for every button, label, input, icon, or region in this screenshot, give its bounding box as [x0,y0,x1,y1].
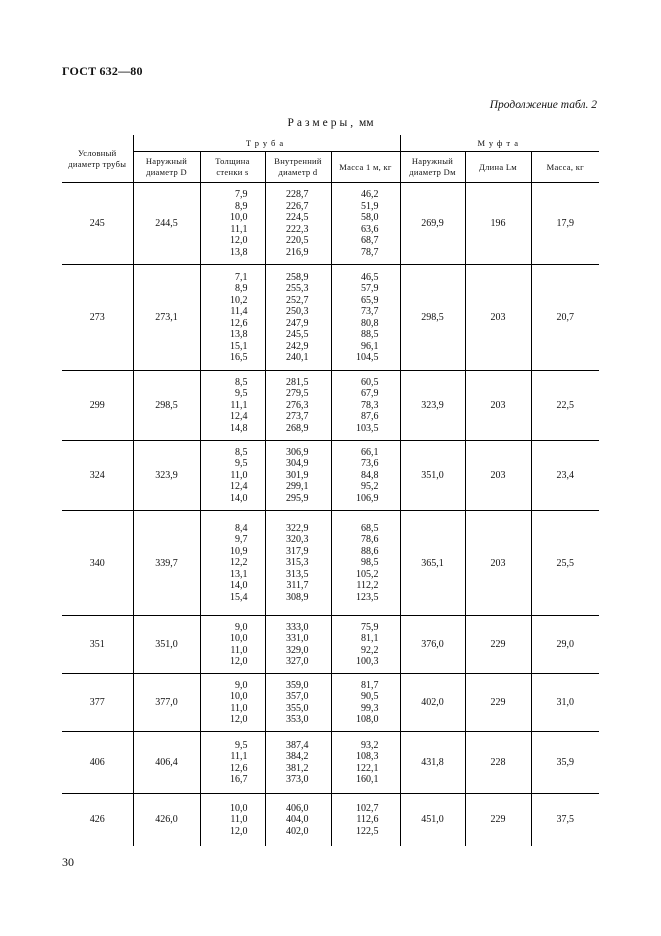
cell-value: 317,9 [286,545,309,557]
cell-mass-per-meter [331,794,400,846]
cell-coupling-length: 203 [465,265,531,371]
cell-value: 308,9 [286,591,309,603]
cell-coupling-length: 228 [465,732,531,794]
dimensions-unit: мм [358,117,374,129]
cell-coupling-length: 229 [465,674,531,732]
cell-value: 304,9 [286,458,309,470]
cell-outer-diameter: 323,9 [133,441,200,511]
cell-value: 75,9 [361,621,379,633]
cell-coupling-outer-diameter: 376,0 [400,616,465,674]
cell-wall-thickness [200,371,265,441]
cell-value: 12,6 [230,762,248,774]
cell-value: 11,0 [230,702,248,714]
cell-value: 87,6 [361,411,379,423]
cell-value: 306,9 [286,446,309,458]
cell-value: 12,4 [230,481,248,493]
table-row [62,183,599,265]
cell-value: 242,9 [286,340,309,352]
cell-value: 93,2 [361,739,379,751]
cell-nominal-diameter: 299 [62,371,133,441]
cell-value: 8,9 [235,283,248,294]
cell-value: 12,0 [230,656,248,667]
header-group-pipe: Труба [133,135,400,152]
cell-value: 279,5 [286,388,309,400]
cell-coupling-mass: 37,5 [531,794,599,846]
cell-wall-thickness [200,511,265,616]
cell-value: 81,1 [361,633,379,644]
cell-value: 14,0 [230,492,248,504]
cell-value: 11,1 [230,399,248,411]
table-row [62,732,599,794]
cell-value: 10,0 [230,802,248,814]
cell-nominal-diameter: 426 [62,794,133,846]
header-wall-thickness: Толщина стенки s [200,152,265,183]
cell-value: 46,5 [361,271,379,283]
cell-value: 387,4 [286,739,309,751]
cell-value: 299,1 [286,481,309,493]
cell-value: 11,1 [230,223,248,235]
cell-value: 88,6 [361,545,379,557]
dimensions-label: Размеры, [287,117,357,129]
cell-value: 84,8 [361,469,379,481]
cell-value: 57,9 [361,283,379,294]
cell-value: 252,7 [286,294,309,306]
cell-value: 281,5 [286,376,309,388]
cell-outer-diameter: 351,0 [133,616,200,674]
cell-value: 268,9 [286,422,309,434]
cell-coupling-outer-diameter: 269,9 [400,183,465,265]
cell-coupling-outer-diameter: 323,9 [400,371,465,441]
cell-inner-diameter [265,674,331,732]
cell-value: 11,0 [230,469,248,481]
document-id: ГОСТ 632—80 [62,64,143,78]
cell-value: 78,7 [361,246,379,258]
table-row [62,265,599,371]
table-row [62,511,599,616]
cell-inner-diameter [265,511,331,616]
table-body [62,183,599,846]
table-continuation-note: Продолжение табл. 2 [489,99,597,111]
cell-value: 8,5 [235,376,248,388]
cell-value: 11,0 [230,814,248,825]
cell-value: 273,7 [286,411,309,423]
cell-value: 384,2 [286,751,309,762]
cell-value: 100,3 [356,656,379,667]
cell-coupling-mass: 23,4 [531,441,599,511]
header-inner-diameter: Внутренний диаметр d [265,152,331,183]
cell-value: 78,3 [361,399,379,411]
cell-value: 122,1 [356,762,379,774]
cell-value: 8,9 [235,200,248,212]
cell-value: 14,0 [230,580,248,592]
cell-coupling-mass: 25,5 [531,511,599,616]
cell-value: 106,9 [356,492,379,504]
cell-mass-per-meter [331,616,400,674]
cell-value: 255,3 [286,283,309,294]
cell-value: 222,3 [286,223,309,235]
cell-value: 320,3 [286,534,309,546]
cell-value: 224,5 [286,212,309,223]
cell-mass-per-meter [331,674,400,732]
cell-value: 8,5 [235,446,248,458]
cell-coupling-mass: 29,0 [531,616,599,674]
cell-value: 276,3 [286,399,309,411]
cell-coupling-length: 203 [465,371,531,441]
cell-value: 402,0 [286,825,309,837]
cell-value: 58,0 [361,212,379,223]
cell-outer-diameter: 298,5 [133,371,200,441]
cell-value: 16,5 [230,352,248,363]
cell-outer-diameter: 377,0 [133,674,200,732]
cell-value: 7,1 [235,271,248,283]
cell-value: 104,5 [356,352,379,363]
cell-nominal-diameter: 324 [62,441,133,511]
cell-nominal-diameter: 273 [62,265,133,371]
cell-value: 313,5 [286,568,309,580]
header-nominal-diameter: Условный диаметр трубы [62,135,133,183]
cell-value: 329,0 [286,644,309,656]
cell-value: 98,5 [361,557,379,569]
cell-coupling-mass: 35,9 [531,732,599,794]
cell-value: 381,2 [286,762,309,774]
cell-value: 15,4 [230,591,248,603]
cell-value: 14,8 [230,422,248,434]
cell-value: 13,8 [230,329,248,340]
cell-value: 353,0 [286,714,309,725]
cell-wall-thickness [200,674,265,732]
dimensions-caption [0,117,661,129]
cell-coupling-mass: 22,5 [531,371,599,441]
cell-wall-thickness [200,616,265,674]
cell-inner-diameter [265,616,331,674]
cell-coupling-outer-diameter: 402,0 [400,674,465,732]
cell-value: 10,2 [230,294,248,306]
cell-value: 9,0 [235,621,248,633]
cell-value: 9,5 [235,458,248,470]
cell-value: 13,1 [230,568,248,580]
cell-nominal-diameter: 245 [89,218,105,229]
cell-value: 322,9 [286,522,309,534]
cell-outer-diameter: 426,0 [133,794,200,846]
cell-value: 9,0 [235,679,248,691]
cell-value: 10,0 [230,212,248,223]
cell-wall-thickness [200,183,265,265]
cell-value: 331,0 [286,633,309,644]
cell-coupling-outer-diameter: 351,0 [400,441,465,511]
cell-value: 92,2 [361,644,379,656]
cell-inner-diameter [265,441,331,511]
header-coupling-length: Длина Lм [465,152,531,183]
cell-value: 327,0 [286,656,309,667]
cell-wall-thickness [200,265,265,371]
cell-value: 102,7 [356,802,379,814]
cell-value: 105,2 [356,568,379,580]
cell-value: 240,1 [286,352,309,363]
cell-mass-per-meter [331,511,400,616]
cell-coupling-mass: 20,7 [531,265,599,371]
cell-value: 63,6 [361,223,379,235]
cell-coupling-mass: 31,0 [531,674,599,732]
cell-coupling-outer-diameter: 298,5 [400,265,465,371]
header-mass-per-meter: Масса 1 м, кг [331,152,400,183]
cell-value: 9,5 [235,388,248,400]
cell-value: 160,1 [356,774,379,785]
cell-inner-diameter [265,732,331,794]
cell-value: 7,9 [235,189,248,200]
cell-nominal-diameter: 351 [62,616,133,674]
cell-value: 9,7 [235,534,248,546]
cell-value: 90,5 [361,691,379,702]
table-row [62,616,599,674]
cell-coupling-outer-diameter: 431,8 [400,732,465,794]
cell-value: 88,5 [361,329,379,340]
cell-inner-diameter [265,794,331,846]
cell-coupling-length: 229 [465,616,531,674]
cell-value: 12,0 [230,235,248,246]
cell-value: 10,0 [230,691,248,702]
cell-mass-per-meter [331,371,400,441]
cell-mass-per-meter [331,732,400,794]
cell-value: 13,8 [230,246,248,258]
cell-coupling-length: 196 [465,183,531,265]
cell-value: 12,4 [230,411,248,423]
cell-value: 73,6 [361,458,379,470]
cell-value: 112,2 [356,580,379,592]
cell-inner-diameter [265,183,331,265]
header-coupling-mass: Масса, кг [531,152,599,183]
header-outer-diameter: Наружный диаметр D [133,152,200,183]
cell-value: 108,0 [356,714,379,725]
cell-value: 112,6 [356,814,379,825]
cell-value: 78,6 [361,534,379,546]
cell-value: 247,9 [286,317,309,329]
cell-outer-diameter: 273,1 [133,265,200,371]
cell-value: 51,9 [361,200,379,212]
cell-value: 65,9 [361,294,379,306]
cell-value: 315,3 [286,557,309,569]
cell-value: 46,2 [361,189,379,200]
cell-nominal-diameter: 406 [62,732,133,794]
cell-value: 122,5 [356,825,379,837]
cell-value: 11,0 [230,644,248,656]
cell-outer-diameter: 406,4 [133,732,200,794]
cell-value: 95,2 [361,481,379,493]
cell-value: 404,0 [286,814,309,825]
cell-value: 12,6 [230,317,248,329]
cell-value: 245,5 [286,329,309,340]
cell-outer-diameter: 244,5 [133,183,200,265]
table-row [62,441,599,511]
pipe-dimensions-table [62,135,599,846]
cell-coupling-length: 203 [465,441,531,511]
cell-value: 258,9 [286,271,309,283]
cell-value: 103,5 [356,422,379,434]
cell-value: 406,0 [286,802,309,814]
cell-value: 96,1 [361,340,379,352]
cell-value: 333,0 [286,621,309,633]
cell-coupling-outer-diameter: 365,1 [400,511,465,616]
cell-value: 295,9 [286,492,309,504]
cell-value: 67,9 [361,388,379,400]
cell-value: 15,1 [230,340,248,352]
cell-value: 11,4 [230,306,248,317]
cell-value: 16,7 [230,774,248,785]
cell-value: 357,0 [286,691,309,702]
cell-nominal-diameter: 340 [62,511,133,616]
cell-value: 8,4 [235,522,248,534]
cell-wall-thickness [200,794,265,846]
cell-value: 81,7 [361,679,379,691]
cell-value: 10,0 [230,633,248,644]
cell-value: 228,7 [286,189,309,200]
cell-mass-per-meter [331,441,400,511]
cell-value: 216,9 [286,246,309,258]
cell-coupling-length: 229 [465,794,531,846]
cell-value: 12,0 [230,714,248,725]
cell-value: 60,5 [361,376,379,388]
cell-nominal-diameter: 377 [62,674,133,732]
cell-value: 73,7 [361,306,379,317]
cell-value: 250,3 [286,306,309,317]
cell-value: 12,0 [230,825,248,837]
cell-coupling-mass: 17,9 [531,183,599,265]
cell-value: 311,7 [286,580,309,592]
cell-coupling-length: 203 [465,511,531,616]
cell-value: 220,5 [286,235,309,246]
cell-value: 80,8 [361,317,379,329]
table-row [62,371,599,441]
cell-inner-diameter [265,371,331,441]
cell-value: 11,1 [230,751,248,762]
cell-value: 108,3 [356,751,379,762]
cell-mass-per-meter [331,183,400,265]
cell-outer-diameter: 339,7 [133,511,200,616]
cell-inner-diameter [265,265,331,371]
cell-value: 68,7 [361,235,379,246]
cell-wall-thickness [200,441,265,511]
cell-wall-thickness [200,732,265,794]
cell-value: 10,9 [230,545,248,557]
header-group-coupling: Муфта [400,135,599,152]
header-coupling-outer-diameter: Наружный диаметр Dм [400,152,465,183]
cell-value: 66,1 [361,446,379,458]
cell-value: 123,5 [356,591,379,603]
cell-value: 373,0 [286,774,309,785]
cell-coupling-outer-diameter: 451,0 [400,794,465,846]
cell-value: 301,9 [286,469,309,481]
table-row [62,674,599,732]
cell-value: 359,0 [286,679,309,691]
cell-value: 9,5 [235,739,248,751]
cell-value: 12,2 [230,557,248,569]
cell-value: 99,3 [361,702,379,714]
cell-value: 355,0 [286,702,309,714]
page-number: 30 [62,855,74,869]
cell-value: 226,7 [286,200,309,212]
table-row [62,794,599,846]
cell-mass-per-meter [331,265,400,371]
cell-value: 68,5 [361,522,379,534]
